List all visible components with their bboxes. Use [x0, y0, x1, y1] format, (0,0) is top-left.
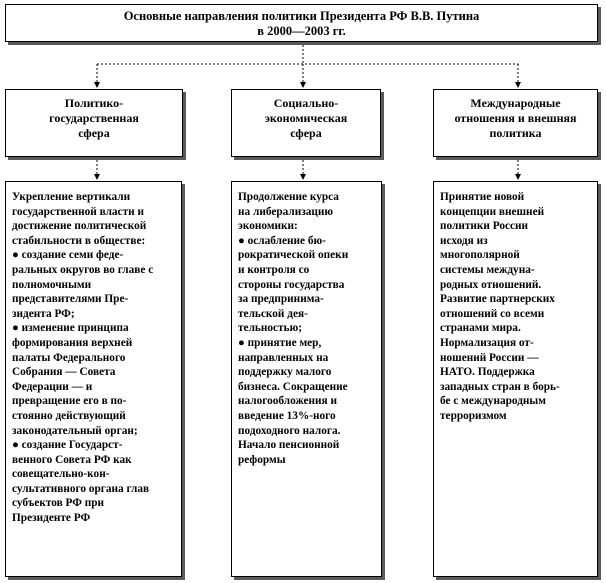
detail-line: налогообложения и [238, 395, 337, 408]
detail-line: превращение его в по- [12, 395, 127, 408]
detail-line: ношений России — [440, 351, 539, 364]
detail-line: бизнеса. Сокращение [238, 380, 348, 393]
detail-line: Продолжение курса [238, 191, 339, 203]
detail-line: совещательно-кон- [12, 468, 110, 481]
detail-line: палаты Федерального [12, 351, 126, 364]
detail-line: введение 13%-ного [238, 409, 336, 422]
category-political-box [5, 89, 183, 157]
detail-line: ● создание Государст- [12, 439, 123, 452]
category-line: Социально- [273, 96, 339, 110]
detail-line: направленных на [238, 351, 329, 364]
detail-line: достижение политической [12, 220, 147, 233]
detail-line: представителями Пре- [12, 293, 129, 306]
detail-line: венного Совета РФ как [12, 453, 132, 466]
detail-line: формирования верхней [12, 336, 133, 349]
diagram-title-box [5, 4, 598, 42]
detail-line: ральных округов во главе с [12, 263, 154, 276]
detail-line: родных отношений. [440, 278, 542, 291]
detail-political-box [5, 181, 182, 577]
detail-line: бе с международным [440, 395, 546, 408]
detail-line: и контроля со [238, 263, 310, 276]
detail-line: стабильности в обществе: [12, 234, 146, 247]
detail-line: ● изменение принципа [12, 322, 129, 335]
detail-line: Развитие партнерских [440, 293, 555, 306]
category-line: Международные [470, 96, 561, 110]
detail-line: государственной власти и [12, 205, 144, 218]
detail-line: тельской дея- [238, 307, 308, 320]
detail-line: законодательный орган; [12, 424, 138, 437]
detail-line: системы междуна- [440, 263, 535, 276]
diagram-title-line2: в 2000—2003 гг. [257, 24, 346, 38]
detail-line: реформы [238, 453, 286, 466]
detail-line: ● принятие мер, [238, 336, 322, 349]
category-foreign-policy-box [433, 89, 598, 157]
detail-line: субъектов РФ при [12, 497, 105, 510]
detail-line: НАТО. Поддержка [440, 366, 535, 379]
detail-line: Президенте РФ [12, 512, 91, 525]
detail-line: исходя из [440, 234, 488, 247]
detail-line: терроризмом [440, 409, 507, 422]
detail-line: Принятие новой [440, 191, 525, 203]
detail-line: концепции внешней [440, 205, 545, 218]
detail-line: стоянно действующий [12, 409, 126, 422]
detail-line: Начало пенсионной [238, 439, 340, 452]
category-line: политика [489, 126, 542, 140]
detail-line: полномочными [12, 278, 92, 291]
diagram-title-line1: Основные направления политики Президента РФ В.В. Путина [123, 9, 480, 23]
category-line: экономическая [264, 111, 348, 125]
detail-line: странами мира. [440, 322, 521, 335]
detail-line: отношений со всеми [440, 307, 545, 320]
detail-line: многополярной [440, 249, 520, 262]
detail-line: тельностью; [238, 322, 302, 335]
detail-line: подоходного налога. [238, 424, 341, 437]
detail-line: на либерализацию [238, 205, 334, 218]
detail-socioeconomic-box [231, 181, 382, 577]
detail-foreign-policy-box [433, 181, 598, 577]
detail-line: западных стран в борь- [440, 380, 560, 393]
category-socioeconomic-box [231, 89, 381, 157]
detail-line: за предпринима- [238, 293, 324, 306]
detail-line: зидента РФ; [12, 307, 75, 320]
detail-line: поддержку малого [238, 366, 332, 379]
detail-line: Укрепление вертикали [12, 191, 131, 203]
detail-line: Нормализация от- [440, 336, 534, 349]
detail-line: стороны государства [238, 278, 345, 291]
detail-line: экономики: [238, 220, 298, 233]
detail-line: Собрания — Совета [12, 366, 116, 379]
detail-line: политики России [440, 220, 529, 233]
category-line: Политико- [64, 96, 124, 110]
category-line: сфера [290, 126, 322, 140]
detail-line: ● создание семи феде- [12, 249, 124, 262]
detail-line: ● ослабление бю- [238, 234, 326, 247]
detail-line: рократической опеки [238, 249, 349, 262]
detail-line: Федерации — и [12, 380, 93, 393]
detail-line: сультативного органа глав [12, 482, 150, 495]
category-line: отношения и внешняя [454, 111, 577, 125]
category-line: сфера [78, 126, 110, 140]
category-line: государственная [49, 111, 139, 125]
